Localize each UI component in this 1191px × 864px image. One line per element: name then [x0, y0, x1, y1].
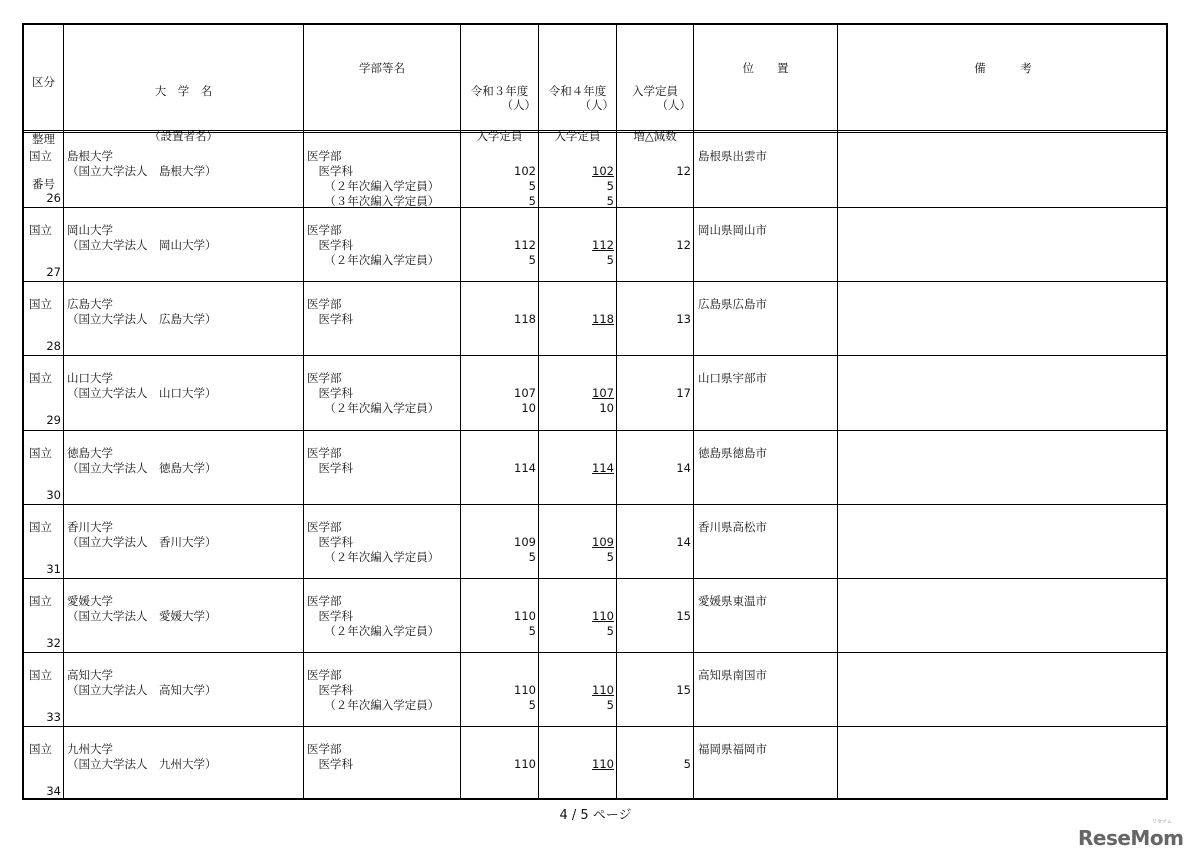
- row-founder: （国立大学法人 山口大学）: [67, 386, 217, 400]
- row-location: 徳島県徳島市: [698, 446, 767, 460]
- row-faculty-line: （２年次編入学定員）: [307, 550, 440, 564]
- row-cap-r3: 5: [528, 624, 536, 638]
- row-university: 山口大学: [67, 371, 113, 385]
- row-cap-r4: 110: [592, 609, 614, 623]
- row-change: 13: [676, 312, 691, 326]
- row-cap-r3: 107: [514, 386, 536, 400]
- page-number: 4 / 5 ページ: [559, 808, 632, 823]
- header-cap-r4-line: 令和４年度: [548, 84, 607, 98]
- row-kind: 国立: [29, 668, 52, 682]
- row-faculty-line: 医学部: [307, 742, 342, 756]
- row-cap-r4: 5: [606, 698, 614, 712]
- row-cap-r4: 5: [606, 624, 614, 638]
- header-university-line: （設置者名）: [149, 129, 218, 143]
- header-division-line: 整理: [32, 132, 55, 146]
- row-faculty-line: 医学科: [307, 238, 353, 252]
- row-cap-r3: 110: [514, 757, 536, 771]
- row-kind: 国立: [29, 371, 52, 385]
- row-change: 17: [676, 386, 691, 400]
- header-faculty: 学部等名: [359, 61, 405, 75]
- row-number: 27: [46, 265, 61, 279]
- row-faculty-line: 医学部: [307, 520, 342, 534]
- row-change: 15: [676, 609, 691, 623]
- row-number: 33: [46, 710, 61, 724]
- row-cap-r3: 10: [521, 401, 536, 415]
- row-location: 香川県高松市: [698, 520, 767, 534]
- row-faculty-line: 医学科: [307, 609, 353, 623]
- row-founder: （国立大学法人 岡山大学）: [67, 238, 217, 252]
- row-cap-r4: 118: [592, 312, 614, 326]
- row-cap-r4: 5: [606, 550, 614, 564]
- row-number: 32: [46, 636, 61, 650]
- row-cap-r4: 5: [606, 179, 614, 193]
- row-number: 29: [46, 413, 61, 427]
- row-faculty-line: 医学部: [307, 668, 342, 682]
- row-founder: （国立大学法人 九州大学）: [67, 757, 217, 771]
- row-number: 34: [46, 784, 61, 798]
- table-row: [24, 653, 1166, 727]
- row-founder: （国立大学法人 広島大学）: [67, 312, 217, 326]
- row-kind: 国立: [29, 446, 52, 460]
- row-kind: 国立: [29, 149, 52, 163]
- header-cap-r3-line: 令和３年度: [470, 84, 529, 98]
- row-change: 14: [676, 461, 691, 475]
- row-cap-r4: 5: [606, 253, 614, 267]
- row-founder: （国立大学法人 島根大学）: [67, 164, 217, 178]
- header-unit-r3: （人）: [501, 98, 536, 112]
- row-cap-r4: 5: [606, 194, 614, 208]
- row-faculty-line: （２年次編入学定員）: [307, 698, 440, 712]
- row-founder: （国立大学法人 香川大学）: [67, 535, 217, 549]
- row-cap-r3: 102: [514, 164, 536, 178]
- row-cap-r3: 5: [528, 698, 536, 712]
- row-kind: 国立: [29, 297, 52, 311]
- row-cap-r4: 114: [592, 461, 614, 475]
- header-remarks: 備 考: [974, 61, 1032, 75]
- row-kind: 国立: [29, 594, 52, 608]
- row-cap-r4: 109: [592, 535, 614, 549]
- row-cap-r4: 110: [592, 683, 614, 697]
- row-cap-r3: 112: [514, 238, 536, 252]
- row-faculty-line: 医学部: [307, 446, 342, 460]
- table-row: [24, 208, 1166, 282]
- row-faculty-line: （３年次編入学定員）: [307, 194, 440, 208]
- row-cap-r3: 118: [514, 312, 536, 326]
- row-number: 28: [46, 339, 61, 353]
- row-kind: 国立: [29, 223, 52, 237]
- row-university: 島根大学: [67, 149, 113, 163]
- header-division-line: 区分: [32, 75, 55, 89]
- row-cap-r3: 110: [514, 683, 536, 697]
- resemom-logo-sub: リセマム: [1152, 819, 1172, 825]
- row-cap-r3: 5: [528, 550, 536, 564]
- row-change: 14: [676, 535, 691, 549]
- table-row: [24, 431, 1166, 505]
- row-cap-r3: 5: [528, 179, 536, 193]
- row-number: 31: [46, 562, 61, 576]
- header-unit-change: （人）: [656, 98, 691, 112]
- row-faculty-line: 医学部: [307, 594, 342, 608]
- row-kind: 国立: [29, 520, 52, 534]
- header-divider: [24, 130, 1166, 133]
- table-row: [24, 505, 1166, 579]
- row-faculty-line: 医学科: [307, 535, 353, 549]
- header-division-line: 番号: [32, 177, 55, 191]
- row-cap-r3: 114: [514, 461, 536, 475]
- row-cap-r4: 112: [592, 238, 614, 252]
- row-university: 岡山大学: [67, 223, 113, 237]
- row-faculty-line: 医学科: [307, 386, 353, 400]
- table-row: [24, 727, 1166, 801]
- row-faculty-line: 医学科: [307, 757, 353, 771]
- row-cap-r4: 10: [599, 401, 614, 415]
- header-cap-r4-line: 入学定員: [554, 129, 601, 143]
- header-cap-r3-line: 入学定員: [476, 129, 523, 143]
- row-location: 福岡県福岡市: [698, 742, 767, 756]
- row-number: 30: [46, 488, 61, 502]
- row-location: 島根県出雲市: [698, 149, 767, 163]
- row-cap-r3: 5: [528, 194, 536, 208]
- header-location: 位 置: [742, 61, 789, 75]
- row-cap-r4: 102: [592, 164, 614, 178]
- row-founder: （国立大学法人 徳島大学）: [67, 461, 217, 475]
- row-change: 12: [676, 238, 691, 252]
- row-faculty-line: 医学部: [307, 149, 342, 163]
- row-faculty-line: 医学科: [307, 312, 353, 326]
- row-university: 高知大学: [67, 668, 113, 682]
- table-row: [24, 356, 1166, 430]
- row-faculty-line: 医学科: [307, 461, 353, 475]
- resemom-logo: ReseMom: [1078, 826, 1184, 850]
- header-change-line: 入学定員: [632, 84, 678, 98]
- row-kind: 国立: [29, 742, 52, 756]
- table-row: [24, 579, 1166, 653]
- row-faculty-line: 医学科: [307, 164, 353, 178]
- enrollment-table: [22, 23, 1168, 800]
- row-university: 九州大学: [67, 742, 113, 756]
- row-faculty-line: （２年次編入学定員）: [307, 253, 440, 267]
- row-founder: （国立大学法人 高知大学）: [67, 683, 217, 697]
- row-change: 5: [683, 757, 691, 771]
- row-number: 26: [46, 191, 61, 205]
- table-row: [24, 134, 1166, 208]
- row-change: 15: [676, 683, 691, 697]
- row-faculty-line: 医学部: [307, 223, 342, 237]
- row-cap-r4: 110: [592, 757, 614, 771]
- row-location: 岡山県岡山市: [698, 223, 767, 237]
- row-cap-r3: 110: [514, 609, 536, 623]
- row-faculty-line: （２年次編入学定員）: [307, 179, 440, 193]
- header-change-line: 増△減数: [633, 129, 677, 143]
- row-location: 愛媛県東温市: [698, 594, 767, 608]
- header-university-line: 大 学 名: [154, 84, 213, 98]
- row-founder: （国立大学法人 愛媛大学）: [67, 609, 217, 623]
- row-location: 広島県広島市: [698, 297, 767, 311]
- row-cap-r3: 109: [514, 535, 536, 549]
- row-university: 愛媛大学: [67, 594, 113, 608]
- row-university: 広島大学: [67, 297, 113, 311]
- row-location: 山口県宇部市: [698, 371, 767, 385]
- row-faculty-line: （２年次編入学定員）: [307, 401, 440, 415]
- row-cap-r4: 107: [592, 386, 614, 400]
- row-cap-r3: 5: [528, 253, 536, 267]
- row-faculty-line: 医学部: [307, 371, 342, 385]
- row-university: 徳島大学: [67, 446, 113, 460]
- table-row: [24, 282, 1166, 356]
- row-faculty-line: 医学科: [307, 683, 353, 697]
- row-university: 香川大学: [67, 520, 113, 534]
- row-faculty-line: （２年次編入学定員）: [307, 624, 440, 638]
- row-location: 高知県南国市: [698, 668, 767, 682]
- row-change: 12: [676, 164, 691, 178]
- header-unit-r4: （人）: [579, 98, 614, 112]
- row-faculty-line: 医学部: [307, 297, 342, 311]
